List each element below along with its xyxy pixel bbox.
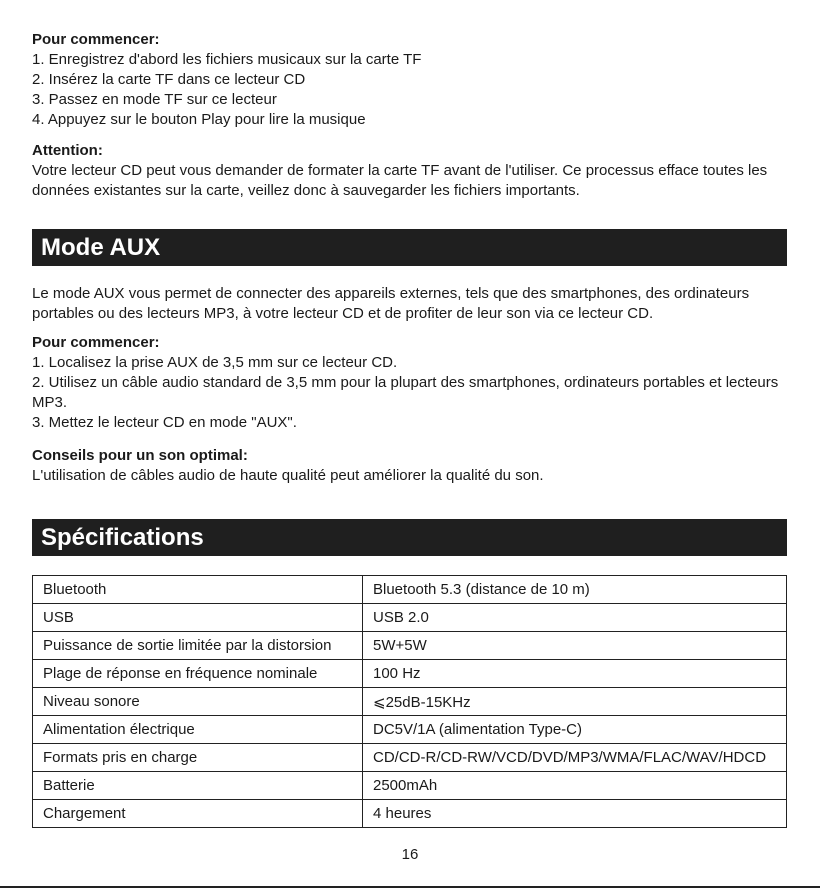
aux-intro: Le mode AUX vous permet de connecter des appareils externes, tels que des smartphones, des ordinateurs portables ou des lecteurs MP3, à votre lecteur CD et de profiter de leur son via ce lecteur CD. xyxy=(32,285,750,322)
table-row xyxy=(33,576,787,604)
start-step: 3. Passez en mode TF sur ce lecteur xyxy=(32,91,277,108)
spec-value: 5W+5W xyxy=(363,632,787,660)
aux-section-title: Mode AUX xyxy=(32,229,787,266)
aux-step: 1. Localisez la prise AUX de 3,5 mm sur ce lecteur CD. xyxy=(32,354,398,371)
spec-value: DC5V/1A (alimentation Type-C) xyxy=(363,716,787,744)
spec-value: USB 2.0 xyxy=(363,604,787,632)
page-number: 16 xyxy=(401,846,419,863)
start-heading: Pour commencer: xyxy=(32,31,160,48)
spec-label: Alimentation électrique xyxy=(33,716,363,744)
aux-start-section xyxy=(32,333,788,433)
start-section xyxy=(32,30,421,130)
table-row xyxy=(33,604,787,632)
spec-value: CD/CD-R/CD-RW/VCD/DVD/MP3/WMA/FLAC/WAV/HDCD xyxy=(363,744,787,772)
table-row xyxy=(33,632,787,660)
specs-section-title: Spécifications xyxy=(32,519,787,556)
start-step: 2. Insérez la carte TF dans ce lecteur CD xyxy=(32,71,306,88)
start-step: 4. Appuyez sur le bouton Play pour lire la musique xyxy=(32,111,366,128)
table-row xyxy=(33,716,787,744)
spec-label: Puissance de sortie limitée par la distorsion xyxy=(33,632,363,660)
tips-section xyxy=(32,446,788,486)
table-row xyxy=(33,800,787,828)
table-row xyxy=(33,688,787,716)
aux-step: 2. Utilisez un câble audio standard de 3,5 mm pour la plupart des smartphones, ordinateurs portables et lecteurs MP3. xyxy=(32,374,779,411)
specs-table xyxy=(32,575,787,828)
spec-label: Bluetooth xyxy=(33,576,363,604)
spec-value: ⩽25dB-15KHz xyxy=(363,688,787,716)
bottom-divider xyxy=(0,886,820,888)
spec-label: Formats pris en charge xyxy=(33,744,363,772)
spec-label: Plage de réponse en fréquence nominale xyxy=(33,660,363,688)
start-step: 1. Enregistrez d'abord les fichiers musicaux sur la carte TF xyxy=(32,51,422,68)
attention-section xyxy=(32,141,788,201)
spec-label: Batterie xyxy=(33,772,363,800)
spec-value: Bluetooth 5.3 (distance de 10 m) xyxy=(363,576,787,604)
aux-step: 3. Mettez le lecteur CD en mode "AUX". xyxy=(32,414,297,431)
spec-label: Niveau sonore xyxy=(33,688,363,716)
table-row xyxy=(33,660,787,688)
table-row xyxy=(33,744,787,772)
spec-value: 2500mAh xyxy=(363,772,787,800)
spec-value: 100 Hz xyxy=(363,660,787,688)
aux-start-heading: Pour commencer: xyxy=(32,334,160,351)
spec-value: 4 heures xyxy=(363,800,787,828)
tips-heading: Conseils pour un son optimal: xyxy=(32,447,248,464)
aux-section xyxy=(32,284,788,324)
attention-heading: Attention: xyxy=(32,142,103,159)
table-row xyxy=(33,772,787,800)
spec-label: Chargement xyxy=(33,800,363,828)
spec-label: USB xyxy=(33,604,363,632)
attention-text: Votre lecteur CD peut vous demander de formater la carte TF avant de l'utiliser. Ce processus efface toutes les données existantes sur la carte, veillez donc à sauvegarder les fichiers importants. xyxy=(32,162,768,199)
tips-text: L'utilisation de câbles audio de haute qualité peut améliorer la qualité du son. xyxy=(32,467,544,484)
